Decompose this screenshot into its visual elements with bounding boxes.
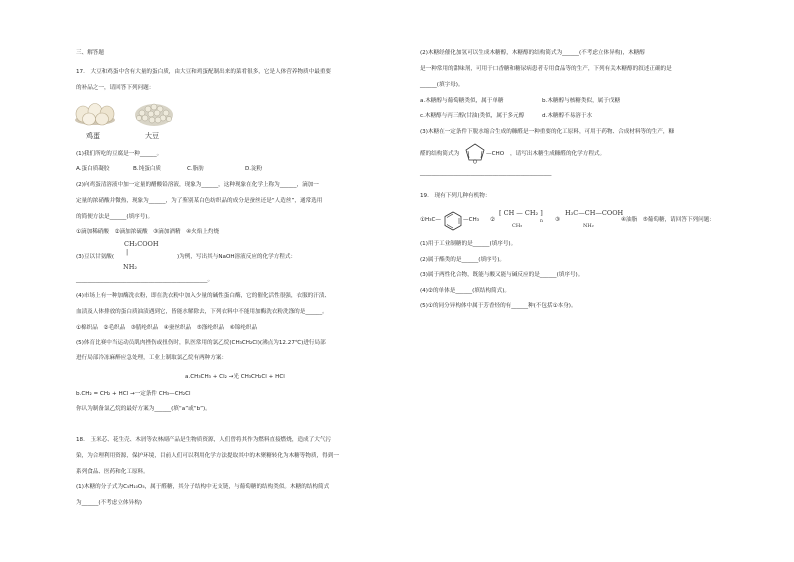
q19-compound3-main: H₃C—CH—COOH [565,209,624,217]
q17-4-line1: (4)市场上有一种加酶洗衣粉，即在洗衣粉中加入少量的碱性蛋白酶，它的催化活性很强，衣服的汗渍、 [76,293,331,299]
section-title: 三、解答题 [76,50,104,56]
q18-2-option-c: c.木糖醇与丙三醇(甘油)类似，属于多元醇 [420,113,525,119]
q18-stem-line1: 18. 玉米芯、花生壳、木屑等农林副产品是生物质资源，人们曾将其作为燃料直接燃烧，造成了大气污 [76,437,332,443]
q18-2-option-b: b.木糖醇与核糖类似，属于戊糖 [542,98,621,104]
q17-3-post: )为例，写出其与NaOH溶液反应的化学方程式： [177,254,297,260]
q19-compounds-rest: ④油脂 ⑤葡萄糖，请回答下列问题： [621,217,715,223]
q19-compound2-n: n [540,219,543,224]
q17-4-line2: 血渍及人体排放的蛋白质油渍遇到它，皆能水解除去，下列衣料中不能用加酶洗衣粉洗涤的是______。 [76,309,328,315]
glycine-top: CH₂COOH [124,240,159,248]
furan-ring-icon [464,142,486,164]
q18-2-line2: 是一种常用的甜味剂，可用于口香糖和糖尿病患者专用食品等的生产，下列有关木糖醇的叙述正确的是 [420,66,672,72]
q17-4-options: ①棉织品 ②毛织品 ③腈纶织品 ④蚕丝织品 ⑤涤纶织品 ⑥锦纶织品 [76,325,258,331]
q18-2-line1: (2)木糖经催化加氢可以生成木糖醇，木糖醇的结构简式为______(不考虑立体异构)，木糖醇 [420,50,645,56]
q17-1-option-a: A.蛋白质凝胶 [76,166,110,172]
q17-5-line1: (5)体育比赛中当运动员肌肉挫伤或扭伤时，队医常用的氯乙烷(CH₃CH₂Cl)(沸点为12.27℃)进行局部 [76,340,326,346]
q18-3-line1: (3)木糖在一定条件下脱水缩合生成的糠醛是一种重要的化工原料，可用于药物、合成材料等的生产，糠 [420,129,675,135]
q19-compound2-polymer: [ CH — CH₂ ] [499,209,543,217]
q17-1-option-c: C.脂肪 [187,166,204,172]
svg-text:O: O [473,159,477,164]
q19-4: (4)②的单体是______(填结构简式)。 [420,288,511,294]
q17-2-line3: 的简便方法是______(填序号)。 [76,214,154,220]
q19-compound2-label: ② [490,217,496,223]
benzene-ring-icon [443,211,463,231]
q17-stem-line1: 17. 大豆和鸡蛋中含有大量的蛋白质，由大豆和鸡蛋配制出来的菜肴很多，它是人体营养物质中最重要 [76,69,332,75]
soybeans-image [134,99,174,127]
q18-1-line2[interactable]: 为______(不考虑立体异构) [76,500,142,506]
eggs-image [74,100,116,126]
q17-5-scheme-a: a.CH₃CH₃ + Cl₂ →光 CH₃CH₂Cl + HCl [185,374,285,380]
glycine-bottom: NH₂ [123,263,137,271]
q18-3-answer-blank[interactable]: _______________________________________________ [420,170,552,176]
q17-2-line2: 定量的浓硝酸并微热，现象为______，为了鉴别某白色纺织品的成分是蚕丝还是“人造丝”，通常选用 [76,198,323,204]
q17-1: (1)我们所吃的豆腐是一种______。 [76,151,163,157]
soybean-label: 大豆 [145,132,159,140]
q17-1-option-d: D.淀粉 [245,166,263,172]
q17-3-pre: (3)豆以甘氨酸( [76,254,115,260]
q19-compound1-right: —CH₃ [463,217,479,223]
q19-compound2-methyl: CH₃ [512,223,523,229]
q18-2-option-a: a.木糖醇与葡萄糖类似，属于单糖 [420,98,504,104]
q19-3: (3)属于两性化合物，既能与酸又能与碱反应的是______(填序号)。 [420,272,584,278]
q18-1-line1: (1)木糖的分子式为C₅H₁₀O₅，属于醛糖，其分子结构中无支链，与葡萄糖的结构类似。木糖的结构简式 [76,484,330,490]
q19-compound3-label: ③ [555,217,561,223]
q18-3-post: ，请写出木糖生成糠醛的化学方程式。 [510,151,606,157]
q19-compound1-left: ①H₃C— [420,217,441,223]
q17-2-options: ①滴加稀硝酸 ②滴加浓硫酸 ③滴加酒精 ④火焰上灼烧 [76,229,220,235]
q19-title: 19. 现有下列几种有机物： [420,193,491,199]
q17-stem-line2: 的补品之一，请回答下列问题： [76,85,155,91]
q17-2-line1: (2)向鸡蛋清溶液中加一定量的醋酸铅溶液，现象为______，这种现象在化学上称为______，滴加一 [76,182,319,188]
q19-2: (2)属于酯类的是______(填序号)。 [420,257,506,263]
q18-stem-line3: 系列食品、医药和化工原料。 [76,469,149,475]
q19-compound3-amino: NH₂ [583,223,594,229]
q17-1-option-b: B.纯蛋白质 [133,166,161,172]
q18-2-option-d: d.木糖醇不易溶于水 [542,113,593,119]
q19-1: (1)用于工业制糖的是______(填序号)。 [420,241,517,247]
q17-5-question: 你认为制备氯乙烷的最好方案为______(填“a”或“b”)。 [76,406,211,412]
glycine-bond: | [126,248,129,256]
q17-5-scheme-b: b.CH₂ = CH₂ + HCl →一定条件 CH₃—CH₂Cl [76,391,191,397]
q19-5: (5)①的同分异构体中属于芳香烃的有______种(不包括①本身)。 [420,303,577,309]
furfural-cho: —CHO [486,151,505,157]
egg-label: 鸡蛋 [86,132,100,140]
q17-5-line2: 进行局部冷冻麻醉应急处理，工业上制取氯乙烷有两种方案： [76,355,228,361]
q18-stem-line2: 染，为合理利用资源，保护环境，目前人们可以利用化学方法提取其中的木聚糖转化为木糖等物质，得到一 [76,453,339,459]
q18-2-line3: ______(填字母)。 [420,82,464,88]
q17-3-answer-blank[interactable]: _______________________________________________。 [76,277,214,283]
q18-3-pre: 醛的结构简式为 [420,151,460,157]
